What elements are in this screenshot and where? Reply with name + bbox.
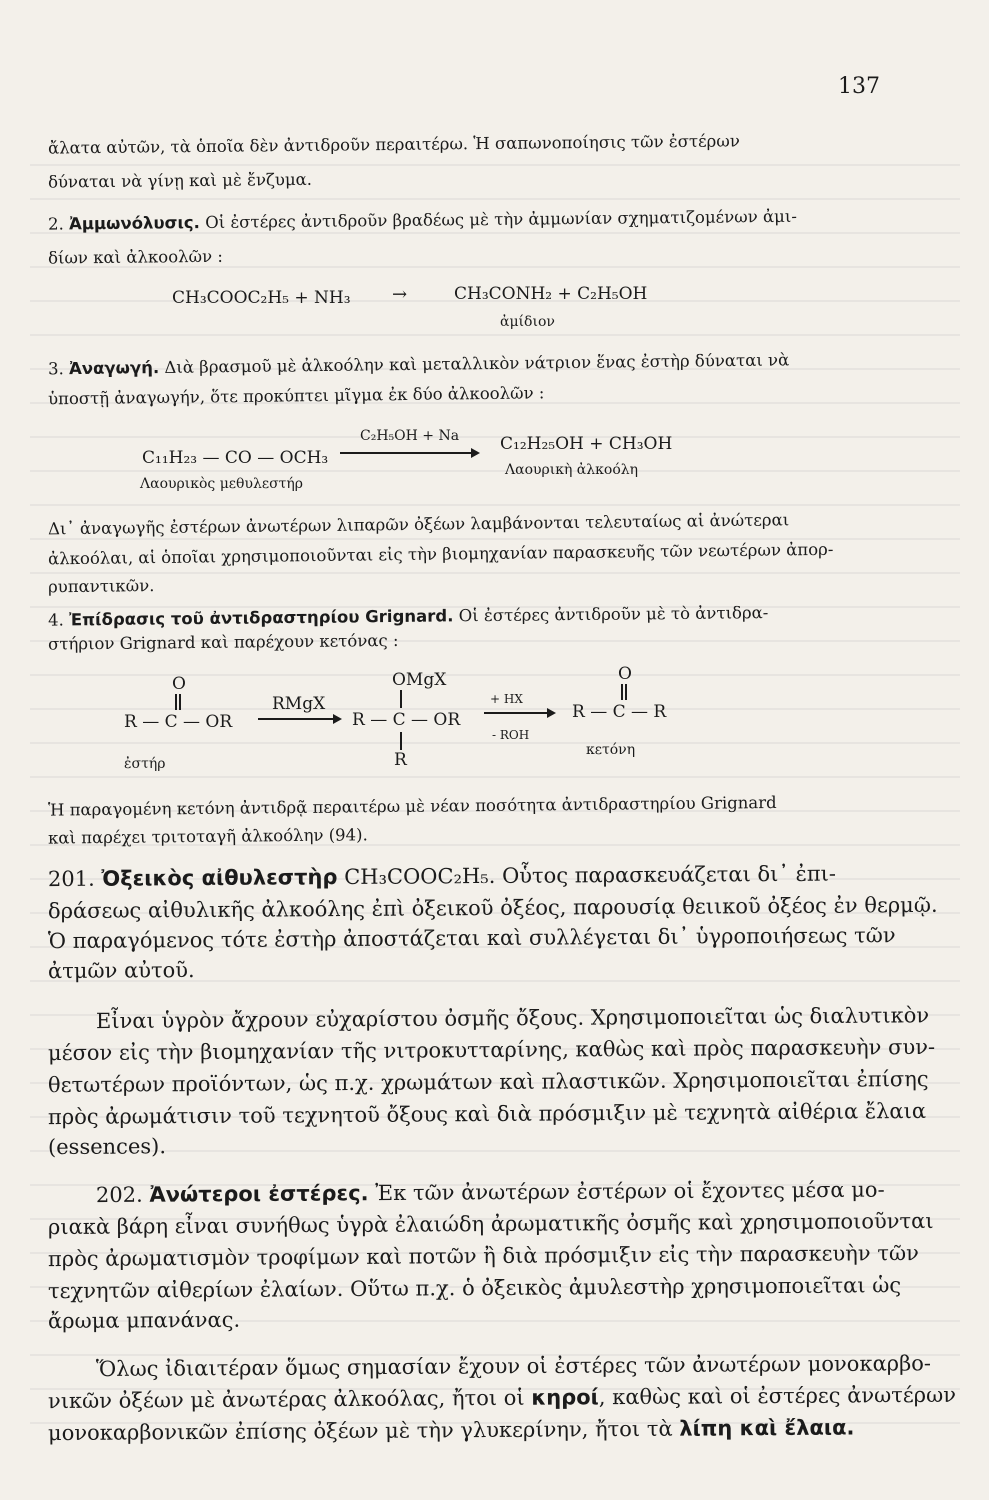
eq3-bond-down: [400, 732, 402, 750]
paragraph-line: ἄλατα αὐτῶν, τὰ ὁποῖα δὲν ἀντιδροῦν περαιτέρω. Ἡ σαπωνοποίησις τῶν ἐστέρων: [47, 131, 740, 158]
paragraph-line-waxes: [47, 1382, 957, 1414]
item-number: 3.: [47, 359, 70, 379]
text-run: νικῶν ὀξέων μὲ ἀνωτέρας ἀλκοόλας, ἤτοι οἱ: [47, 1385, 532, 1414]
eq2-reactant: C₁₁H₂₃ — CO — OCH₃: [142, 448, 329, 468]
paragraph-line: ἄρωμα μπανάνας.: [47, 1307, 241, 1334]
paragraph-line: Ὁ παραγόμενος τότε ἐστὴρ ἀποστάζεται καὶ συλλέγεται δι᾽ ὑγροποιήσεως τῶν: [47, 923, 896, 954]
paragraph-line: μέσον εἰς τὴν βιομηχανίαν τῆς νιτροκυτταρίνης, καθὼς καὶ πρὸς παρασκευὴν συν-: [47, 1034, 936, 1066]
page-number: 137: [838, 74, 880, 99]
paragraph-line: θετωτέρων προϊόντων, ὡς π.χ. χρωμάτων καὶ πλαστικῶν. Χρησιμοποιεῖται ἐπίσης: [47, 1066, 929, 1098]
paragraph-line-fats: [48, 1415, 928, 1446]
term-waxes: κηροί: [531, 1385, 599, 1410]
eq1-product-label: ἀμίδιον: [500, 314, 555, 330]
eq3-ketone-oxygen: O: [618, 664, 632, 684]
section-title: Ἀνώτεροι ἐστέρες.: [149, 1181, 369, 1207]
item-text: Οἱ ἐστέρες ἀντιδροῦν βραδέως μὲ τὴν ἀμμωνίαν σχηματιζομένων ἀμι-: [199, 206, 797, 233]
paragraph-line: στήριον Grignard καὶ παρέχουν κετόνας :: [47, 630, 399, 654]
eq2-reactant-label: Λαουρικὸς μεθυλεστήρ: [140, 476, 304, 492]
section-202-heading: [96, 1177, 976, 1208]
term-fats-oils: λίπη καὶ ἔλαια.: [679, 1415, 855, 1441]
paragraph-line: ριακὰ βάρη εἶναι συνήθως ὑγρὰ ἐλαιώδη ἀρωματικῆς ὀσμῆς καὶ χρησιμοποιοῦνται: [47, 1208, 934, 1240]
eq3-ester-oxygen: O: [172, 674, 186, 694]
section-text: Οὗτος παρασκευάζεται δι᾽ ἐπι-: [495, 861, 837, 888]
eq2-reagent: C₂H₅OH + Na: [360, 428, 460, 444]
eq3-bond-up: [400, 690, 402, 708]
paragraph-line: Εἶναι ὑγρὸν ἄχρουν εὐχαρίστου ὀσμῆς ὄξους. Χρησιμοποιεῖται ὡς διαλυτικὸν: [95, 1003, 930, 1034]
eq3-reagent-1: RMgX: [272, 694, 326, 714]
section-title: Ὀξεικὸς αἰθυλεστὴρ: [101, 865, 338, 891]
eq2-product-label: Λαουρικὴ ἀλκοόλη: [505, 462, 639, 478]
paragraph-line: καὶ παρέχει τριτοταγῆ ἀλκοόλην (94).: [47, 825, 368, 848]
eq1-products: CH₃CONH₂ + C₂H₅OH: [454, 284, 648, 304]
eq3-r-substituent: R: [394, 750, 407, 770]
eq3-double-bond: [621, 684, 627, 700]
paragraph-line: δράσεως αἰθυλικῆς ἀλκοόλης ἐπὶ ὀξεικοῦ ὀξέος, παρουσίᾳ θειικοῦ ὀξέος ἐν θερμῷ.: [47, 892, 938, 924]
paragraph-line: Ἡ παραγομένη κετόνη ἀντιδρᾷ περαιτέρω μὲ νέαν ποσότητα ἀντιδραστηρίου Grignard: [47, 792, 777, 820]
item-ammonolysis: [48, 205, 928, 234]
eq3-reagent-2: + HX: [490, 692, 523, 706]
item-reduction: [48, 349, 928, 380]
eq3-ester-label: ἐστήρ: [124, 756, 166, 772]
paragraph-line: ρυπαντικῶν.: [47, 576, 155, 597]
eq1-arrow: →: [392, 284, 408, 305]
section-text: Ἐκ τῶν ἀνωτέρων ἐστέρων οἱ ἔχοντες μέσα μο-: [368, 1177, 885, 1206]
section-formula: CH₃COOC₂H₅.: [337, 863, 496, 890]
paragraph-line: ἀτμῶν αὐτοῦ.: [47, 958, 195, 984]
paragraph-line: (essences).: [47, 1134, 167, 1160]
eq3-byproduct: - ROH: [492, 728, 530, 742]
item-number: 2.: [47, 214, 70, 234]
item-text: Οἱ ἐστέρες ἀντιδροῦν μὲ τὸ ἀντιδρα-: [453, 603, 769, 626]
paragraph-line: πρὸς ἀρωματισμὸν τροφίμων καὶ ποτῶν ἢ διὰ πρόσμιξιν εἰς τὴν παρασκευὴν τῶν: [47, 1240, 919, 1272]
eq3-arrow-1: [258, 718, 340, 720]
text-run: , καθὼς καὶ οἱ ἐστέρες ἀνωτέρων: [598, 1382, 957, 1410]
paragraph-line: Ὅλως ἰδιαιτέραν ὅμως σημασίαν ἔχουν οἱ ἐστέρες τῶν ἀνωτέρων μονοκαρβο-: [95, 1351, 932, 1382]
item-text: Διὰ βρασμοῦ μὲ ἀλκοόλην καὶ μεταλλικὸν νάτριον ἕνας ἐστὴρ δύναται νὰ: [159, 350, 790, 378]
paragraph-line: δίων καὶ ἀλκοολῶν :: [47, 246, 223, 268]
item-heading: Ἐπίδρασις τοῦ ἀντιδραστηρίου Grignard.: [68, 606, 454, 630]
eq3-ester: R — C — OR: [124, 712, 233, 732]
item-number: 4.: [47, 610, 70, 630]
eq3-arrow-2: [484, 712, 554, 714]
eq1-reactants: CH₃COOC₂H₅ + NH₃: [172, 288, 351, 308]
eq2-products: C₁₂H₂₅OH + CH₃OH: [500, 434, 673, 454]
eq3-ketone-label: κετόνη: [586, 742, 636, 758]
section-number: 201.: [47, 866, 102, 892]
paragraph-line: δύναται νὰ γίνῃ καὶ μὲ ἔνζυμα.: [47, 169, 313, 192]
eq3-omgx: OMgX: [392, 670, 447, 690]
item-heading: Ἀμμωνόλυσις.: [68, 213, 201, 234]
paragraph-line: ἀλκοόλαι, αἱ ὁποῖαι χρησιμοποιοῦνται εἰς τὴν βιομηχανίαν παρασκευῆς τῶν νεωτέρων ἀπορ-: [47, 539, 834, 569]
eq3-ketone: R — C — R: [572, 702, 667, 722]
text-run: μονοκαρβονικῶν ἐπίσης ὀξέων μὲ τὴν γλυκερίνην, ἤτοι τὰ: [47, 1416, 680, 1446]
item-heading: Ἀναγωγή.: [68, 358, 160, 379]
paragraph-line: πρὸς ἀρωμάτισιν τοῦ τεχνητοῦ ὄξους καὶ διὰ πρόσμιξιν μὲ τεχνητὰ αἰθέρια ἔλαια: [47, 1098, 927, 1130]
paragraph-line: τεχνητῶν αἰθερίων ἐλαίων. Οὕτω π.χ. ὁ ὀξεικὸς ἀμυλεστὴρ χρησιμοποιεῖται ὡς: [47, 1273, 902, 1304]
eq3-double-bond: [175, 694, 181, 710]
section-201-heading: [48, 861, 928, 892]
paragraph-line: ὑποστῇ ἀναγωγήν, ὅτε προκύπτει μῖγμα ἐκ δύο ἀλκοολῶν :: [47, 383, 545, 409]
eq3-intermediate: R — C — OR: [352, 710, 461, 730]
eq2-arrow: [340, 452, 478, 454]
section-number: 202.: [95, 1182, 150, 1208]
paragraph-line: Δι᾽ ἀναγωγῆς ἐστέρων ἀνωτέρων λιπαρῶν ὀξέων λαμβάνονται τελευταίως αἱ ἀνώτεραι: [47, 510, 790, 539]
